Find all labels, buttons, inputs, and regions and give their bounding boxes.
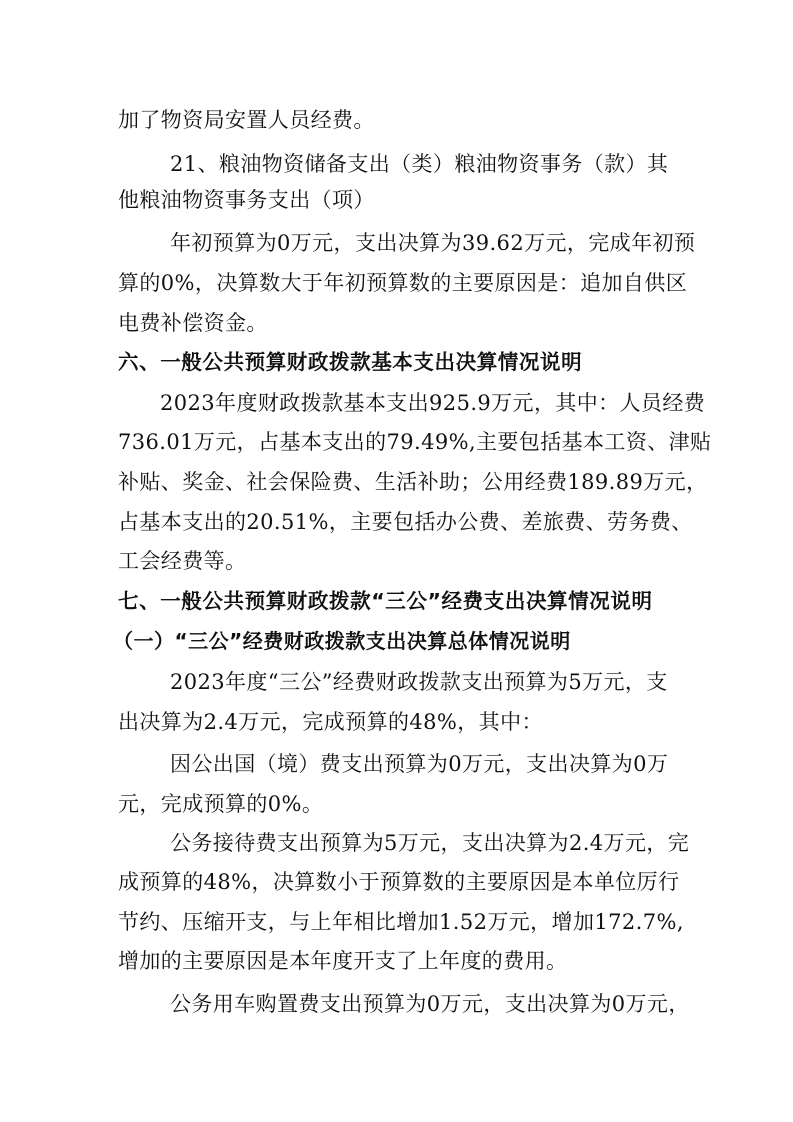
subsection-heading: （一）“三公”经费财政拨款支出决算总体情况说明: [113, 629, 571, 653]
paragraph-line: 工会经费等。: [118, 549, 247, 573]
item-heading-line: 他粮油物资事务支出（项）: [118, 188, 375, 212]
paragraph-line: 节约、压缩开支，与上年相比增加1.52万元，增加172.7%,: [118, 910, 684, 934]
paragraph-line: 电费补偿资金。: [118, 311, 268, 335]
paragraph-line: 算的0%，决算数大于年初预算数的主要原因是：追加自供区: [118, 271, 688, 295]
paragraph-line: 占基本支出的20.51%，主要包括办公费、差旅费、劳务费、: [118, 510, 693, 534]
paragraph-line: 出决算为2.4万元，完成预算的48%，其中：: [118, 710, 543, 734]
section-heading-six: 六、一般公共预算财政拨款基本支出决算情况说明: [118, 350, 583, 374]
paragraph-line: 736.01万元，占基本支出的79.49%,主要包括基本工资、津贴: [118, 430, 712, 454]
paragraph-line: 元，完成预算的0%。: [118, 792, 324, 816]
paragraph-line: 2023年度“三公”经费财政拨款支出预算为5万元，支: [170, 670, 668, 694]
paragraph-line: 公务用车购置费支出预算为0万元，支出决算为0万元，: [170, 992, 690, 1016]
paragraph-line: 加了物资局安置人员经费。: [118, 108, 375, 132]
paragraph-line: 2023年度财政拨款基本支出925.9万元，其中：人员经费: [160, 391, 706, 415]
section-heading-seven: 七、一般公共预算财政拨款“三公”经费支出决算情况说明: [118, 589, 653, 613]
paragraph-line: 年初预算为0万元，支出决算为39.62万元，完成年初预: [170, 231, 696, 255]
item-heading-line: 21、粮油物资储备支出（类）粮油物资事务（款）其: [170, 152, 669, 176]
paragraph-line: 成预算的48%，决算数小于预算数的主要原因是本单位厉行: [118, 870, 680, 894]
paragraph-line: 增加的主要原因是本年度开支了上年度的费用。: [118, 949, 568, 973]
paragraph-line: 因公出国（境）费支出预算为0万元，支出决算为0万: [170, 752, 669, 776]
paragraph-line: 补贴、奖金、社会保险费、生活补助；公用经费189.89万元，: [118, 470, 708, 494]
paragraph-line: 公务接待费支出预算为5万元，支出决算为2.4万元，完: [170, 831, 690, 855]
